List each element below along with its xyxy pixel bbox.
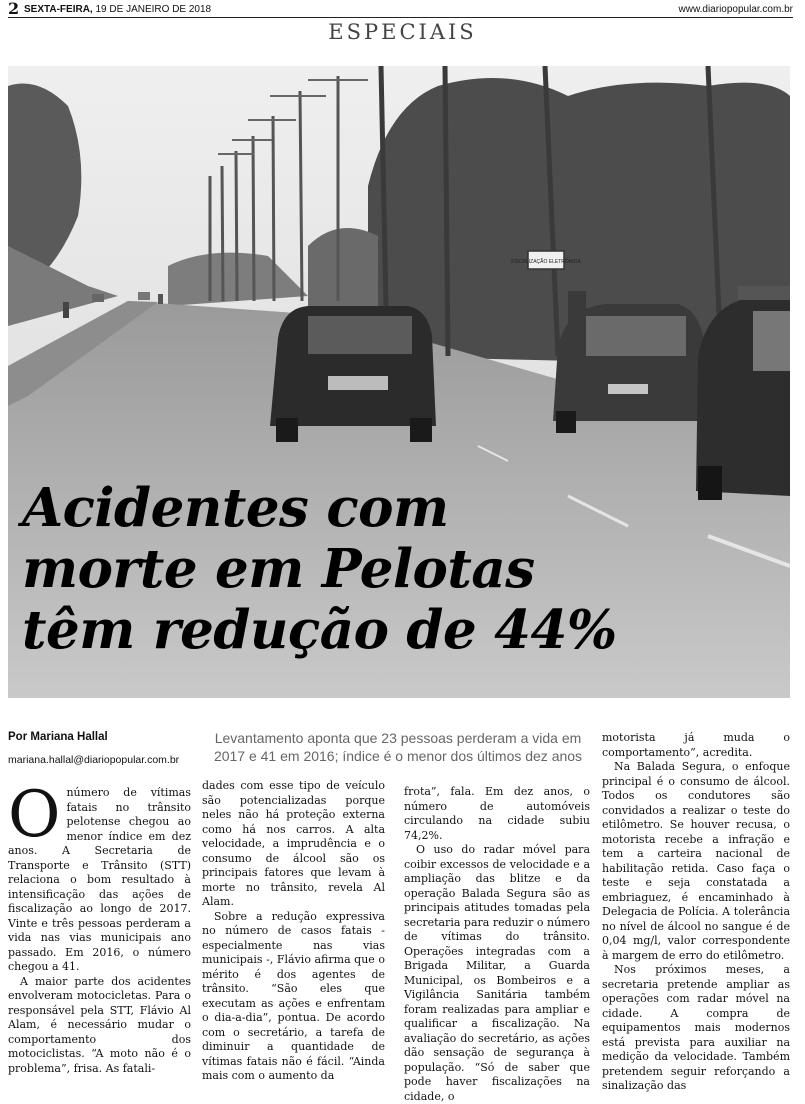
paragraph: frota”, fala. Em dez anos, o número de automóveis circulando na cidade subiu 74,2%.	[404, 785, 590, 842]
paragraph: dades com esse tipo de veículo são potencializadas porque neles não há proteção externa como há nos carros. A alta velocidade, a imprudência e o consumo de álcool são os principais fatores que levam à morte no trânsito, revela Al Alam.	[202, 779, 385, 908]
car-center	[270, 306, 436, 442]
weekday: SEXTA-FEIRA,	[24, 4, 93, 15]
paragraph: Na Balada Segura, o enfoque principal é o consumo de álcool. Todos os condutores são convidados a realizar o teste do etilômetro. Se houver recusa, o motorista recebe a infração e tem a carteira nacional de habilitação retida. Caso faça o teste e seja constatada a embriaguez, é encaminhado à Delegacia de Polícia. A tolerância no nível de álcool no sangue é de 0,04 mg/l, valor correspondente à margem de erro do etilômetro.	[602, 760, 790, 962]
standfirst: Levantamento aponta que 23 pessoas perderam a vida em 2017 e 41 em 2016; índice é o menor dos últimos dez anos	[213, 730, 583, 764]
dateline	[24, 4, 211, 15]
paragraph: Sobre a redução expressiva no número de casos fatais - especialmente nas vias municipais -, Flávio afirma que o mérito é dos agentes de trânsito. “São eles que executam as ações e enfrentam o dia-a-dia”, pontua. De acordo com o secretário, a tarefa de diminuir a quantidade de vítimas fatais não é fácil. “Ainda mais com o aumento da	[202, 909, 385, 1082]
byline: Por Mariana Hallal	[8, 731, 108, 743]
headline	[22, 478, 782, 661]
paragraph: motorista já muda o comportamento”, acredita.	[602, 731, 790, 759]
drop-cap: O	[8, 778, 61, 852]
article-column-4	[602, 731, 790, 1094]
section-title: ESPECIAIS	[328, 20, 477, 44]
date: 19 DE JANEIRO DE 2018	[95, 4, 212, 15]
page-number: 2	[8, 0, 20, 18]
sign-text: FISCALIZAÇÃO ELETRÔNICA	[511, 259, 581, 265]
paragraph: Nos próximos meses, a secretaria pretende ampliar as operações com radar móvel na cidade. A compra de equipamentos mais modernos está prevista para auxiliar na medição da velocidade. Também pretendem seguir reforçando a sinalização das	[602, 963, 790, 1092]
headline-line-1: Acidentes com	[22, 477, 449, 539]
site-url: www.diariopopular.com.br	[678, 4, 793, 15]
paragraph: O uso do radar móvel para coibir excessos de velocidade e a ampliação das blitze e da operação Balada Segura são as principais atitudes tomadas pela secretaria para reduzir o número de vítimas do trânsito. Operações integradas com a Brigada Militar, a Guarda Municipal, os Bombeiros e a Vigilância Sanitária também foram realizadas para ampliar e qualificar a fiscalização. Na avaliação do secretário, as ações dão sensação de segurança à população. “Só de saber que pode haver fiscalizações na cidade, o	[404, 843, 590, 1103]
article-column-1	[8, 778, 191, 1076]
headline-line-2: morte em Pelotas	[22, 538, 535, 600]
headline-line-3: têm redução de 44%	[22, 599, 617, 661]
article-column-2	[202, 779, 385, 1084]
author-email[interactable]: mariana.hallal@diariopopular.com.br	[8, 754, 180, 766]
paragraph: número de vítimas fatais no trânsito pelotense chegou ao menor índice em dez anos. A Secretaria de Transporte e Trânsito (STT) relaciona o bom resultado à intensificação das ações de fiscalização ao longo de 2017. Vinte e três pessoas perderam a vida nas vias municipais ano passado. Em 2016, o número chegou a 41.	[8, 786, 191, 973]
page-header	[8, 0, 793, 18]
paragraph: A maior parte dos acidentes envolveram motocicletas. Para o responsável pela STT, Flávio Al Alam, é necessário mudar o comportamento dos motociclistas. “A moto não é o problema”, frisa. As fatali-	[8, 974, 191, 1075]
article-column-3	[404, 785, 590, 1104]
